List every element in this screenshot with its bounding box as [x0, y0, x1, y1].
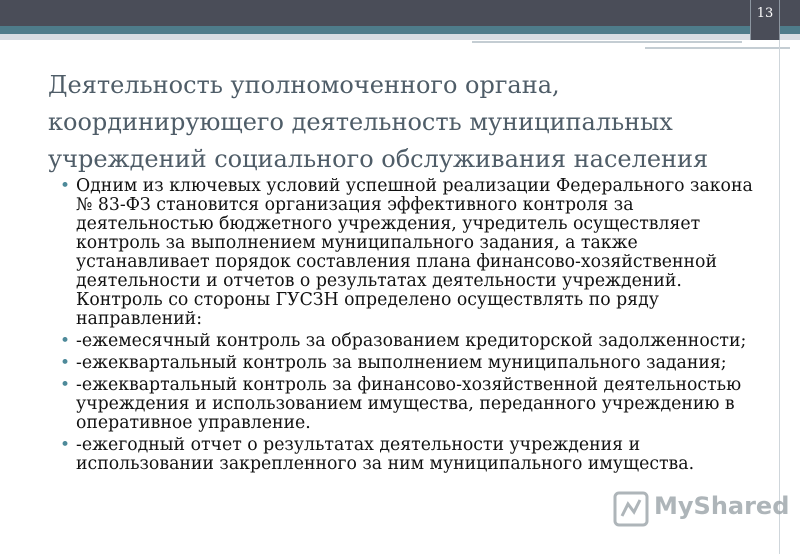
header-bar-light	[0, 34, 800, 40]
bullet-dot-icon: •	[60, 176, 71, 196]
bullet-text: -ежегодный отчет о результатах деятельности учреждения и использовании закрепленного за ним муниципального имущества.	[76, 435, 695, 474]
header-bar-dark	[0, 0, 800, 26]
bullet-item	[60, 332, 760, 351]
bullet-dot-icon: •	[60, 353, 71, 373]
page-number-box	[750, 0, 780, 40]
bullet-item	[60, 436, 760, 474]
myshared-watermark	[612, 486, 790, 536]
bullet-text: -ежеквартальный контроль за выполнением муниципального задания;	[76, 353, 727, 373]
page-number: 13	[756, 6, 774, 21]
bullet-dot-icon: •	[60, 375, 71, 395]
slide-title: Деятельность уполномоченного органа, координирующего деятельность муниципальных учреждений социального обслуживания населения	[48, 71, 709, 173]
bullet-dot-icon: •	[60, 331, 71, 351]
header-decor-line	[472, 41, 742, 43]
bullet-text: Одним из ключевых условий успешной реализации Федерального закона № 83-ФЗ становится организация эффективного контроля за деятельностью бюджетного учреждения, учредитель осуществляет контроль за выполнением муниципального задания, а также устанавливает порядок составления плана финансово-хозяйственной деятельности и отчетов о результатах деятельности учреждений. Контроль со стороны ГУСЗН определено осуществлять по ряду направлений:	[76, 176, 753, 329]
bullet-text: -ежеквартальный контроль за финансово-хозяйственной деятельностью учреждения и использованием имущества, переданного учреждению в оперативное управление.	[76, 375, 742, 433]
bullet-text: -ежемесячный контроль за образованием кредиторской задолженности;	[76, 331, 747, 351]
bullet-item	[60, 376, 760, 433]
watermark-text: MyShared	[654, 492, 790, 520]
right-decor-line	[779, 40, 780, 554]
header-bar-teal	[0, 26, 800, 34]
header-decor-line	[645, 47, 790, 49]
bullet-item	[60, 177, 760, 329]
myshared-logo-icon	[612, 490, 650, 528]
bullet-dot-icon: •	[60, 435, 71, 455]
bullet-item	[60, 354, 760, 373]
bullet-list	[60, 177, 760, 477]
